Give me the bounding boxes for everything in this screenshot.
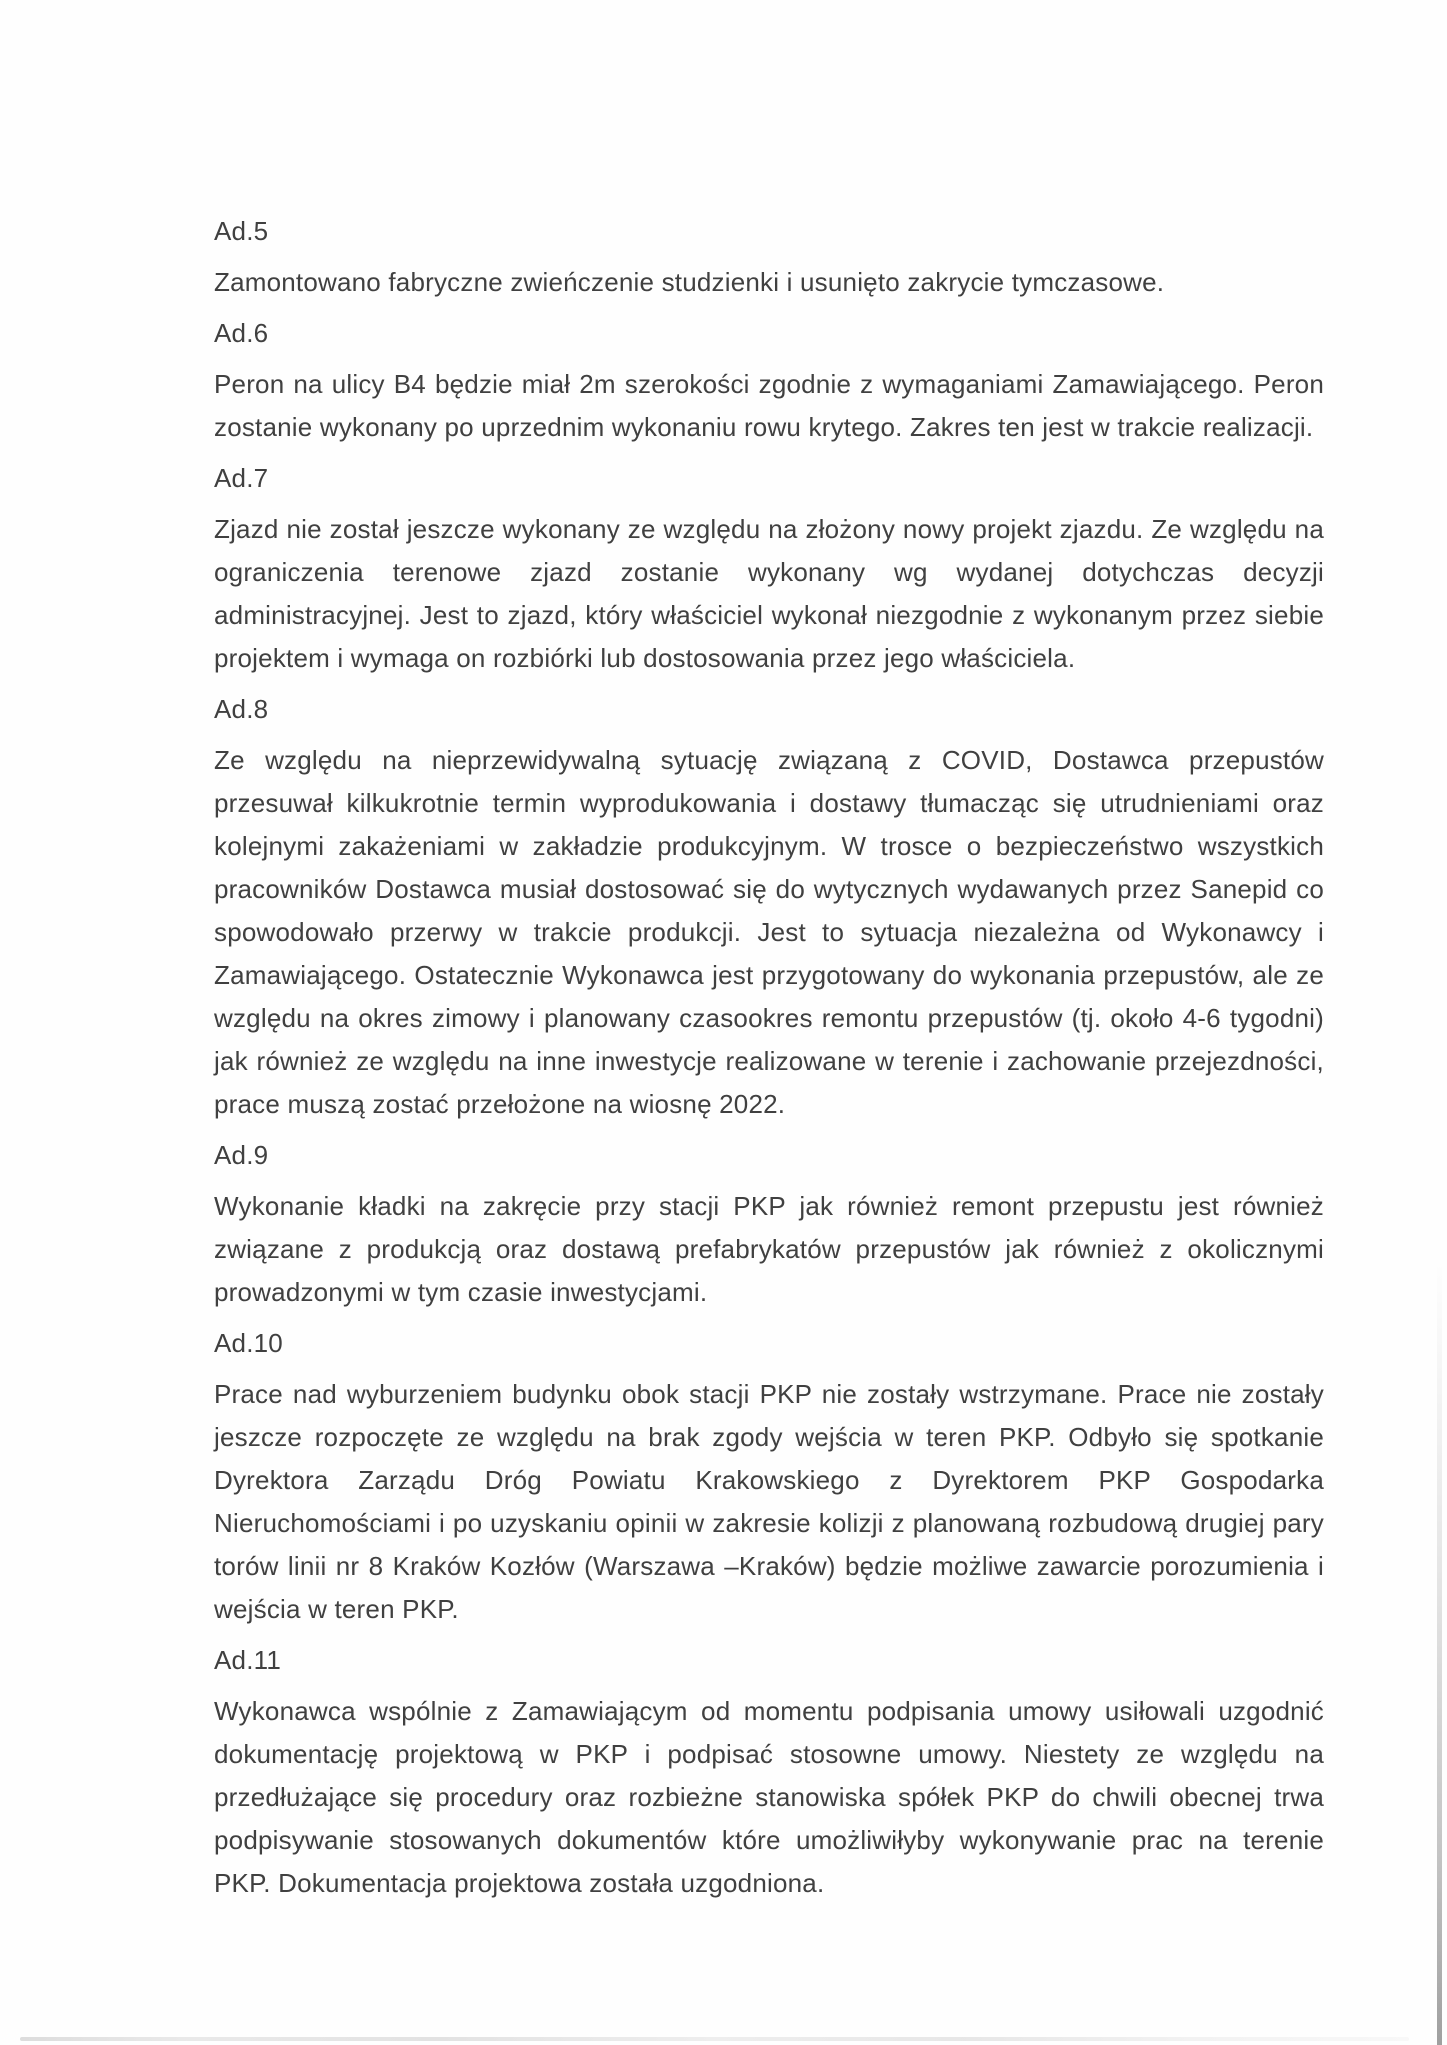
section-ad7 <box>214 457 1324 680</box>
section-heading: Ad.5 <box>214 216 269 246</box>
section-ad11 <box>214 1639 1324 1905</box>
section-heading: Ad.10 <box>214 1328 283 1358</box>
section-heading: Ad.8 <box>214 694 269 724</box>
section-ad10 <box>214 1322 1324 1631</box>
document-content <box>214 210 1324 1913</box>
scan-artifact-bottom-edge <box>20 2037 1409 2041</box>
section-paragraph: Zamontowano fabryczne zwieńczenie studzienki i usunięto zakrycie tymczasowe. <box>214 267 1165 297</box>
section-heading: Ad.6 <box>214 318 269 348</box>
section-heading: Ad.9 <box>214 1140 269 1170</box>
section-paragraph: Ze względu na nieprzewidywalną sytuację związaną z COVID, Dostawca przepustów przesuwał kilkukrotnie termin wyprodukowania i dostawy tłumacząc się utrudnieniami oraz kolejnymi zakażeniami w zakładzie produkcyjnym. W trosce o bezpieczeństwo wszystkich pracowników Dostawca musiał dostosować się do wytycznych wydawanych przez Sanepid co spowodowało przerwy w trakcie produkcji. Jest to sytuacja niezależna od Wykonawcy i Zamawiającego. Ostatecznie Wykonawca jest przygotowany do wykonania przepustów, ale ze względu na okres zimowy i planowany czasookres remontu przepustów (tj. około 4-6 tygodni) jak również ze względu na inne inwestycje realizowane w terenie i zachowanie przejezdności, prace muszą zostać przełożone na wiosnę 2022. <box>214 745 1324 1119</box>
section-paragraph: Zjazd nie został jeszcze wykonany ze względu na złożony nowy projekt zjazdu. Ze względu na ograniczenia terenowe zjazd zostanie wykonany wg wydanej dotychczas decyzji administracyjnej. Jest to zjazd, który właściciel wykonał niezgodnie z wykonanym przez siebie projektem i wymaga on rozbiórki lub dostosowania przez jego właściciela. <box>214 514 1324 673</box>
section-paragraph: Prace nad wyburzeniem budynku obok stacji PKP nie zostały wstrzymane. Prace nie zostały jeszcze rozpoczęte ze względu na brak zgody wejścia w teren PKP. Odbyło się spotkanie Dyrektora Zarządu Dróg Powiatu Krakowskiego z Dyrektorem PKP Gospodarka Nieruchomościami i po uzyskaniu opinii w zakresie kolizji z planowaną rozbudową drugiej pary torów linii nr 8 Kraków Kozłów (Warszawa –Kraków) będzie możliwe zawarcie porozumienia i wejścia w teren PKP. <box>214 1379 1324 1624</box>
section-paragraph: Wykonanie kładki na zakręcie przy stacji PKP jak również remont przepustu jest również związane z produkcją oraz dostawą prefabrykatów przepustów jak również z okolicznymi prowadzonymi w tym czasie inwestycjami. <box>214 1191 1324 1307</box>
scan-artifact-right-edge <box>1437 1260 1442 2045</box>
section-heading: Ad.11 <box>214 1645 282 1675</box>
section-ad5 <box>214 210 1324 304</box>
section-ad8 <box>214 688 1324 1126</box>
section-heading: Ad.7 <box>214 463 269 493</box>
section-paragraph: Wykonawca wspólnie z Zamawiającym od momentu podpisania umowy usiłowali uzgodnić dokumentację projektową w PKP i podpisać stosowne umowy. Niestety ze względu na przedłużające się procedury oraz rozbieżne stanowiska spółek PKP do chwili obecnej trwa podpisywanie stosowanych dokumentów które umożliwiłyby wykonywanie prac na terenie PKP. Dokumentacja projektowa została uzgodniona. <box>214 1696 1324 1898</box>
section-ad6 <box>214 312 1324 449</box>
section-ad9 <box>214 1134 1324 1314</box>
section-paragraph: Peron na ulicy B4 będzie miał 2m szerokości zgodnie z wymaganiami Zamawiającego. Peron zostanie wykonany po uprzednim wykonaniu rowu krytego. Zakres ten jest w trakcie realizacji. <box>214 369 1324 442</box>
